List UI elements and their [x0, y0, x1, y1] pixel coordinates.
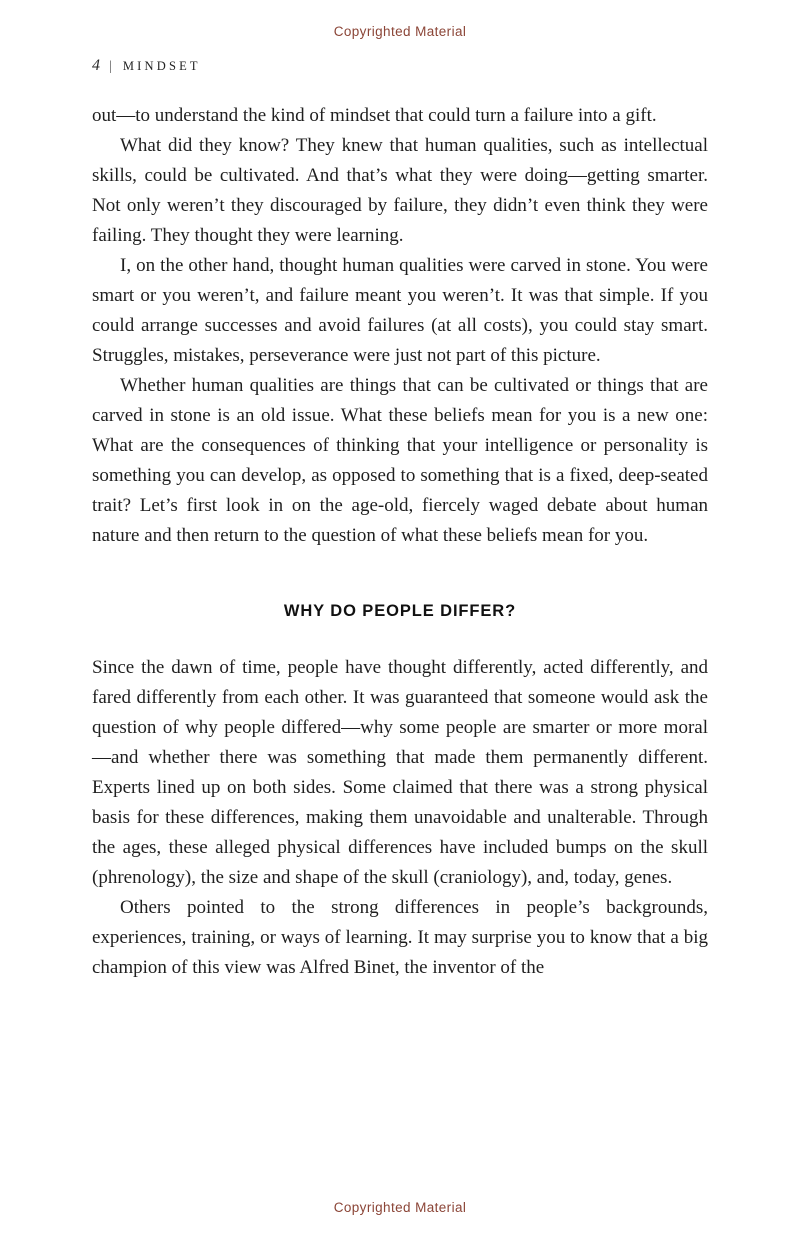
paragraph: out—to understand the kind of mindset that could turn a failure into a gift. — [92, 105, 657, 126]
page-number: 4 — [92, 57, 100, 74]
paragraph: I, on the other hand, thought human qualities were carved in stone. You were smart or you weren’t, and failure meant you weren’t. It was that simple. If you could arrange successes and avoid failures (at all costs), you could stay smart. Struggles, mistakes, perseverance were just not part of this picture. — [92, 255, 708, 366]
body-text — [92, 101, 708, 983]
book-title: MINDSET — [122, 59, 201, 73]
paragraph: What did they know? They knew that human qualities, such as intellectual skills, could be cultivated. And that’s what they were doing—getting smarter. Not only weren’t they discouraged by failure, they didn’t even think they were failing. They thought they were learning. — [92, 135, 708, 246]
copyright-notice-top: Copyrighted Material — [333, 24, 467, 39]
paragraph: Others pointed to the strong differences in people’s backgrounds, experiences, training, or ways of learning. It may surprise you to know that a big champion of this view was Alfred Binet, the inventor of the — [92, 897, 708, 978]
running-header — [92, 57, 800, 75]
paragraph: Whether human qualities are things that can be cultivated or things that are carved in stone is an old issue. What these beliefs mean for you is a new one: What are the consequences of thinking that your intelligence or personality is something you can develop, as opposed to something that is a fixed, deep-seated trait? Let’s first look in on the age-old, fiercely waged debate about human nature and then return to the question of what these beliefs mean for you. — [92, 375, 708, 546]
section-heading: WHY DO PEOPLE DIFFER? — [283, 602, 517, 620]
paragraph: Since the dawn of time, people have thought differently, acted differently, and fared differently from each other. It was guaranteed that someone would ask the question of why people differed—why some people are smarter or more moral—and whether there was something that made them permanently different. Experts lined up on both sides. Some claimed that there was a strong physical basis for these differences, making them unavoidable and unalterable. Through the ages, these alleged physical differences have included bumps on the skull (phrenology), the size and shape of the skull (craniology), and, today, genes. — [92, 657, 708, 888]
copyright-notice-bottom: Copyrighted Material — [333, 1200, 467, 1215]
header-separator: | — [109, 59, 112, 74]
